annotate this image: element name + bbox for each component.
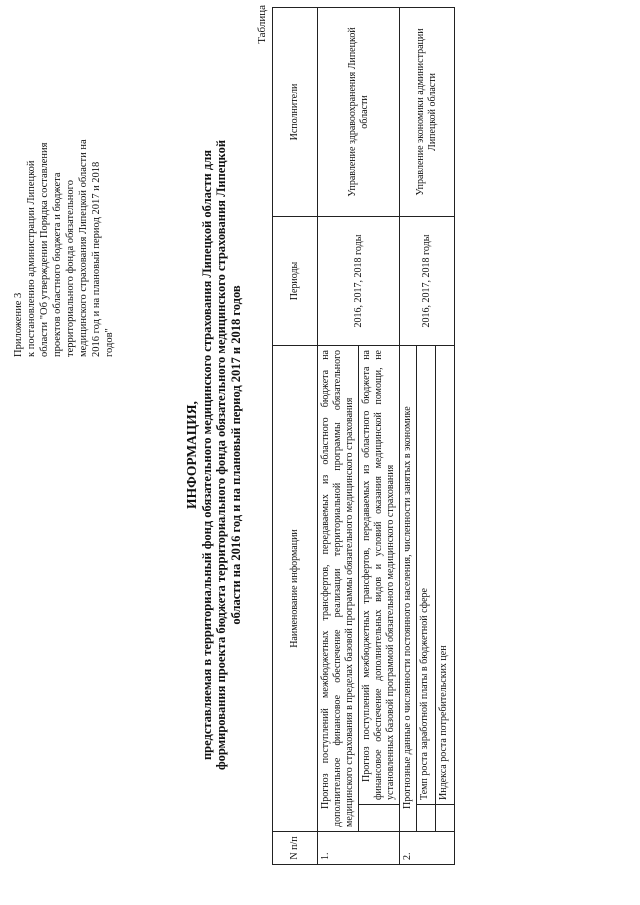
table-header-row <box>273 8 318 865</box>
appendix-line: территориального фонда обязательного <box>65 180 76 357</box>
row-item: Прогноз поступлений межбюджетных трансфертов, передаваемых из областного бюджета на финансовое обеспечение дополнительных видов и условий оказания медицинской помощи, не установленных базовой программой обязательного медицинского страхования <box>359 346 400 805</box>
header-period: Периоды <box>273 217 318 346</box>
appendix-line: проектов областного бюджета и бюджета <box>52 172 63 357</box>
table-caption: Таблица <box>256 5 268 44</box>
header-name: Наименование информации <box>273 346 318 832</box>
title-line-2: формирования проекта бюджета территориального фонда обязательного медицинского страхования Липецкой <box>214 139 228 771</box>
appendix-line: годов" <box>104 328 115 357</box>
row-item: Прогнозные данные о численности постоянного населения, численности занятых в экономике <box>400 346 417 832</box>
indent-cell <box>417 805 436 832</box>
info-table <box>272 7 455 865</box>
appendix-line: 2016 год и на плановый период 2017 и 2018 <box>91 161 102 357</box>
row-number: 1. <box>318 832 400 865</box>
appendix-line: области "Об утверждении Порядка составления <box>39 142 50 357</box>
title-line-3: области на 2016 год и на плановый период 2017 и 2018 годов <box>228 285 243 625</box>
document-title <box>185 15 243 895</box>
appendix-line: медицинского страхования Липецкой области на <box>78 139 89 357</box>
row-item: Прогноз поступлений межбюджетных трансфертов, передаваемых из областного бюджета на дополнительное финансовое обеспечение реализации территориальной программы обязательного медицинского страхования в пределах базовой программы обязательного медицинского страхования <box>318 346 359 832</box>
indent-cell <box>436 805 455 832</box>
indent-cell <box>359 805 400 832</box>
row-period: 2016, 2017, 2018 годы <box>318 217 400 346</box>
row-number: 2. <box>400 832 455 865</box>
header-executor: Исполнители <box>273 8 318 217</box>
title-main: ИНФОРМАЦИЯ, <box>184 401 199 509</box>
row-period: 2016, 2017, 2018 годы <box>400 217 455 346</box>
appendix-note <box>12 57 116 357</box>
appendix-line: к постановлению администрации Липецкой <box>26 160 37 357</box>
appendix-line: Приложение 3 <box>13 292 24 357</box>
row-executor: Управление здравоохранения Липецкой области <box>318 8 400 217</box>
row-executor: Управление экономики администрации Липецкой области <box>400 8 455 217</box>
table-row <box>400 8 417 865</box>
header-number: N п/п <box>273 832 318 865</box>
row-item: Темп роста заработной платы в бюджетной сфере <box>417 346 436 805</box>
table-row <box>318 8 359 865</box>
title-line-1: представляемая в территориальный фонд обязательного медицинского страхования Липецкой области для <box>199 150 214 761</box>
row-item: Индекса роста потребительских цен <box>436 346 455 805</box>
